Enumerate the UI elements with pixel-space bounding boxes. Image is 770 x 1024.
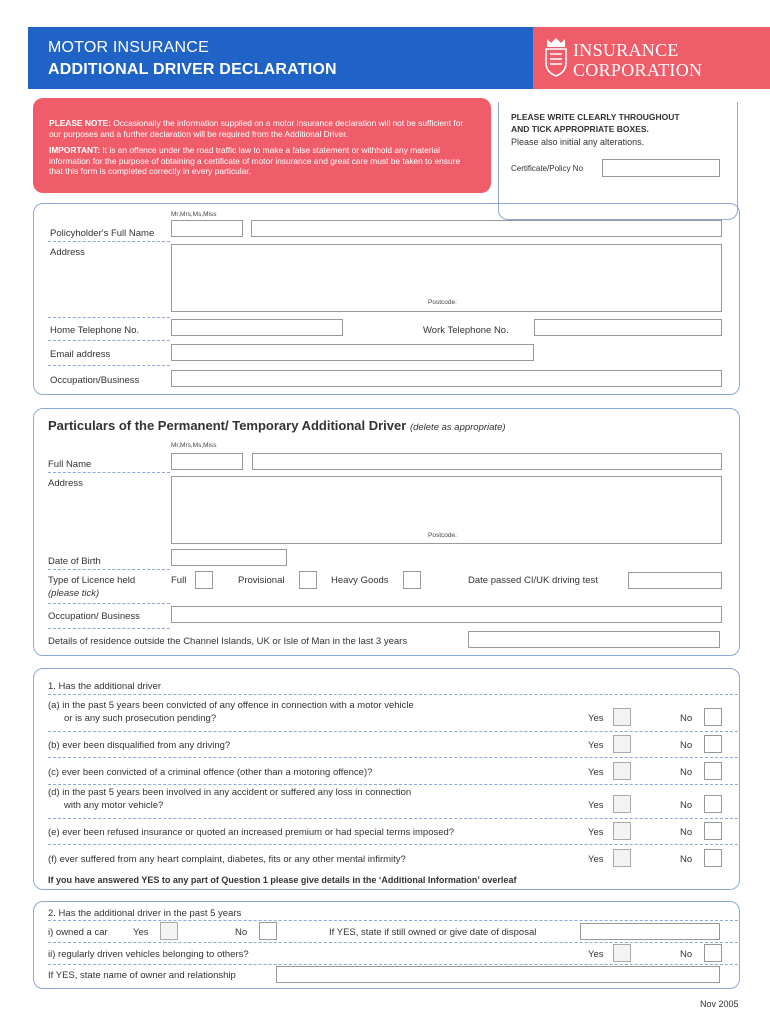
- divider: [48, 942, 738, 943]
- certificate-number-field[interactable]: [602, 159, 720, 177]
- question1-heading: 1. Has the additional driver: [48, 681, 162, 692]
- work-phone-field[interactable]: [534, 319, 722, 336]
- yes-label: Yes: [588, 800, 604, 811]
- divider: [48, 920, 738, 921]
- q1d-text-line1: (d) in the past 5 years been involved in any accident or suffered any loss in connection: [48, 787, 412, 798]
- yes-label: Yes: [588, 827, 604, 838]
- driver-occupation-label: Occupation/ Business: [48, 611, 140, 622]
- policyholder-address-label: Address: [50, 247, 85, 258]
- divider: [48, 472, 170, 473]
- important-label: IMPORTANT:: [49, 145, 101, 155]
- licence-provisional-checkbox[interactable]: [299, 571, 317, 589]
- divider: [48, 317, 170, 318]
- certificate-label: Certificate/Policy No: [511, 164, 584, 173]
- email-field[interactable]: [171, 344, 534, 361]
- q2-owner-field[interactable]: [276, 966, 720, 983]
- q1e-yes-checkbox[interactable]: [613, 822, 631, 840]
- postcode-label: Postcode:: [428, 299, 457, 306]
- q2-owner-label: If YES, state name of owner and relationship: [48, 970, 236, 981]
- yes-label: Yes: [588, 854, 604, 865]
- brand-logo: [533, 27, 770, 89]
- q1a-yes-checkbox[interactable]: [613, 708, 631, 726]
- home-phone-label: Home Telephone No.: [50, 325, 140, 336]
- q1f-yes-checkbox[interactable]: [613, 849, 631, 867]
- important-text: It is an offence under the road traffic law to make a false statement or withhold any material information for the purpose of obtaining a certificate of motor insurance and great care must be taken to ensure that this form is completed correctly in every particular.: [49, 145, 461, 176]
- notice-paragraph: [49, 118, 475, 139]
- q2ii-yes-checkbox[interactable]: [613, 944, 631, 962]
- please-tick-label: (please tick): [48, 588, 100, 599]
- no-label: No: [680, 800, 693, 811]
- q1d-yes-checkbox[interactable]: [613, 795, 631, 813]
- occupation-label: Occupation/Business: [50, 375, 140, 386]
- q1a-text-line1: (a) in the past 5 years been convicted of any offence in connection with a motor vehicle: [48, 700, 414, 711]
- divider: [48, 844, 738, 845]
- yes-label: Yes: [588, 740, 604, 751]
- divider: [48, 784, 738, 785]
- yes-label: Yes: [588, 713, 604, 724]
- q2i-no-checkbox[interactable]: [259, 922, 277, 940]
- no-label: No: [680, 949, 693, 960]
- residence-field[interactable]: [468, 631, 720, 648]
- home-phone-field[interactable]: [171, 319, 343, 336]
- driver-address-label: Address: [48, 478, 83, 489]
- policyholder-title-field[interactable]: [171, 220, 243, 237]
- licence-heavy-goods-label: Heavy Goods: [331, 575, 389, 586]
- brand-name-line1: INSURANCE: [573, 40, 679, 60]
- q2i-disposal-field[interactable]: [580, 923, 720, 940]
- divider: [48, 569, 170, 570]
- divider: [48, 964, 738, 965]
- q1f-text: (f) ever suffered from any heart complaint, diabetes, fits or any other mental infirmity?: [48, 854, 406, 865]
- licence-heavy-goods-checkbox[interactable]: [403, 571, 421, 589]
- occupation-field[interactable]: [171, 370, 722, 387]
- crest-icon: [543, 37, 569, 77]
- notice-label: PLEASE NOTE:: [49, 118, 111, 128]
- brand-name-line2: CORPORATION: [573, 60, 703, 80]
- q1d-text-line2: with any motor vehicle?: [64, 800, 164, 811]
- q1a-text-line2: or is any such prosecution pending?: [64, 713, 217, 724]
- no-label: No: [680, 854, 693, 865]
- divider: [48, 731, 738, 732]
- licence-full-checkbox[interactable]: [195, 571, 213, 589]
- licence-type-label: Type of Licence held: [48, 575, 136, 586]
- divider: [48, 365, 170, 366]
- licence-full-label: Full: [171, 575, 187, 586]
- q1a-no-checkbox[interactable]: [704, 708, 722, 726]
- date-passed-field[interactable]: [628, 572, 722, 589]
- yes-label: Yes: [133, 927, 149, 938]
- no-label: No: [680, 713, 693, 724]
- form-date: Nov 2005: [700, 999, 739, 1009]
- important-paragraph: [49, 145, 475, 177]
- question1-footnote: If you have answered YES to any part of Question 1 please give details in the ‘Additional Information’ overleaf: [48, 875, 517, 885]
- email-label: Email address: [50, 349, 111, 360]
- dob-label: Date of Birth: [48, 556, 101, 567]
- driver-occupation-field[interactable]: [171, 606, 722, 623]
- no-label: No: [680, 740, 693, 751]
- q1c-yes-checkbox[interactable]: [613, 762, 631, 780]
- postcode-label: Postcode:: [428, 532, 457, 539]
- divider: [48, 818, 738, 819]
- policyholder-name-label: Policyholder's Full Name: [50, 228, 155, 239]
- q1b-no-checkbox[interactable]: [704, 735, 722, 753]
- q1b-text: (b) ever been disqualified from any driving?: [48, 740, 231, 751]
- divider: [48, 694, 738, 695]
- q1b-yes-checkbox[interactable]: [613, 735, 631, 753]
- work-phone-label: Work Telephone No.: [423, 325, 509, 336]
- yes-label: Yes: [588, 767, 604, 778]
- divider: [48, 757, 738, 758]
- notice-box: [33, 98, 491, 193]
- q2ii-text: ii) regularly driven vehicles belonging to others?: [48, 949, 249, 960]
- divider: [48, 340, 170, 341]
- q1e-text: (e) ever been refused insurance or quoted an increased premium or had special terms imposed?: [48, 827, 455, 838]
- no-label: No: [680, 767, 693, 778]
- question2-heading: 2. Has the additional driver in the past 5 years: [48, 908, 242, 919]
- q1d-no-checkbox[interactable]: [704, 795, 722, 813]
- driver-heading-note: (delete as appropriate): [409, 422, 506, 433]
- dob-field[interactable]: [171, 549, 287, 566]
- instruction-line1: PLEASE WRITE CLEARLY THROUGHOUT: [511, 112, 680, 122]
- driver-name-label: Full Name: [48, 459, 92, 470]
- instruction-line2: AND TICK APPROPRIATE BOXES.: [511, 124, 649, 134]
- divider: [48, 603, 170, 604]
- notice-text: Occasionally the information supplied on a motor insurance declaration will not be sufficient for our purposes and a further declaration will be required from the Additional Driver.: [49, 118, 464, 139]
- driver-section-heading: [48, 418, 506, 433]
- q2i-if-yes-label: If YES, state if still owned or give date of disposal: [329, 927, 537, 938]
- q2i-text: i) owned a car: [48, 927, 108, 938]
- policyholder-name-field[interactable]: [251, 220, 722, 237]
- q2i-yes-checkbox[interactable]: [160, 922, 178, 940]
- date-passed-label: Date passed CI/UK driving test: [468, 575, 598, 586]
- licence-provisional-label: Provisional: [238, 575, 285, 586]
- title-hint: Mr,Mrs,Ms,Miss: [171, 442, 217, 449]
- q2ii-no-checkbox[interactable]: [704, 944, 722, 962]
- instruction-line3: Please also initial any alterations.: [511, 137, 645, 147]
- no-label: No: [235, 927, 248, 938]
- driver-name-field[interactable]: [252, 453, 722, 470]
- no-label: No: [680, 827, 693, 838]
- divider: [48, 241, 170, 242]
- form-title-line2: ADDITIONAL DRIVER DECLARATION: [48, 61, 337, 78]
- driver-heading-text: Particulars of the Permanent/ Temporary Additional Driver: [48, 418, 407, 433]
- q1e-no-checkbox[interactable]: [704, 822, 722, 840]
- residence-label: Details of residence outside the Channel Islands, UK or Isle of Man in the last 3 years: [48, 636, 408, 647]
- yes-label: Yes: [588, 949, 604, 960]
- form-title-line1: MOTOR INSURANCE: [48, 39, 209, 56]
- title-hint: Mr,Mrs,Ms,Miss: [171, 211, 217, 218]
- q1c-text: (c) ever been convicted of a criminal offence (other than a motoring offence)?: [48, 767, 373, 778]
- q1f-no-checkbox[interactable]: [704, 849, 722, 867]
- divider: [48, 628, 170, 629]
- driver-title-field[interactable]: [171, 453, 243, 470]
- q1c-no-checkbox[interactable]: [704, 762, 722, 780]
